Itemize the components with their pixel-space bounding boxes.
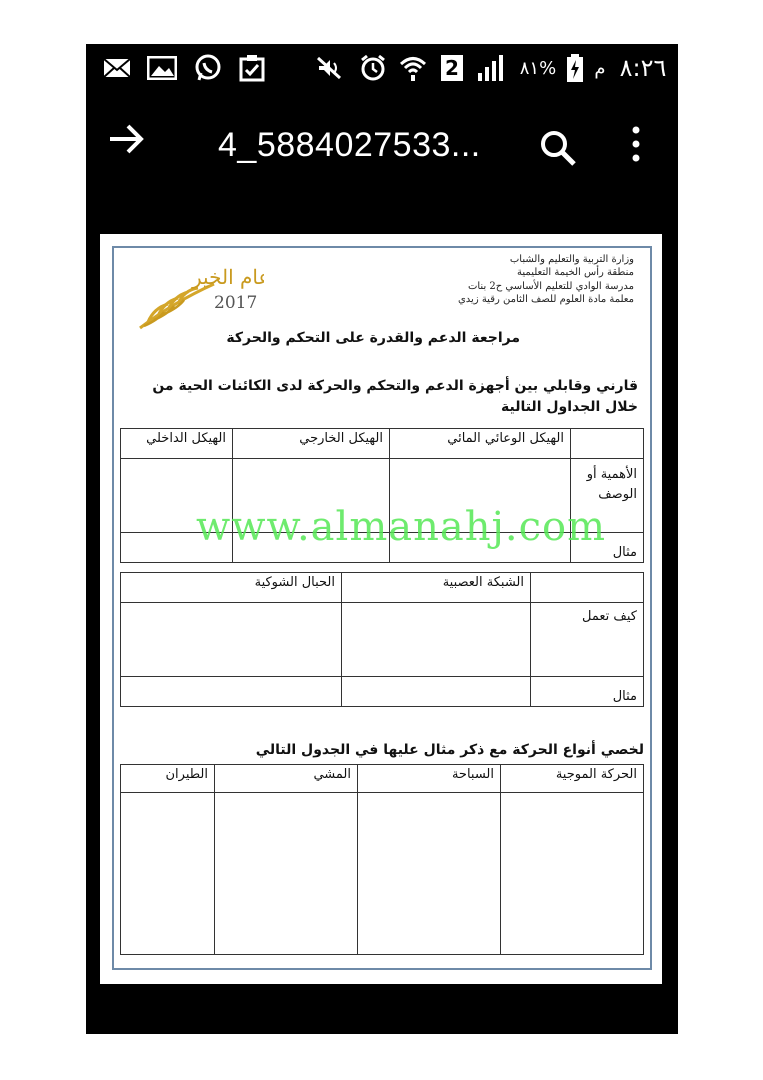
t1-header-endoskeleton: الهيكل الداخلي (121, 429, 233, 459)
t3-cell[interactable] (121, 793, 215, 955)
main-title: مراجعة الدعم والقدرة على التحكم والحركة (226, 330, 520, 346)
t2-header-spinal-cord: الحبال الشوكية (121, 573, 342, 603)
header-line-2: منطقة رأس الخيمة التعليمية (517, 267, 634, 278)
time-period: م (594, 57, 606, 79)
sim-icon (440, 54, 464, 82)
header-line-3: مدرسة الوادي للتعليم الأساسي ح2 بنات (467, 281, 634, 292)
signal-icon (474, 54, 508, 82)
t3-cell[interactable] (501, 793, 644, 955)
question-2: لخصي أنواع الحركة مع ذكر مثال عليها في الجدول التالي (255, 742, 644, 758)
t2-row-example: مثال (531, 677, 644, 707)
clipboard-icon (236, 54, 268, 82)
header-line-4: معلمة مادة العلوم للصف الثامن رقية زيدي (457, 294, 634, 305)
alarm-icon (358, 54, 388, 82)
document-title: 4_5884027533... (218, 126, 481, 164)
more-vert-icon[interactable] (626, 124, 646, 164)
mute-icon (314, 54, 344, 82)
t1-header-empty (571, 429, 644, 459)
app-toolbar (86, 92, 678, 192)
logo-year: 2017 (214, 293, 258, 313)
t2-cell[interactable] (342, 603, 531, 677)
t3-header-wave: الحركة الموجية (501, 765, 644, 793)
phone-screen (86, 44, 678, 1034)
t3-cell[interactable] (358, 793, 501, 955)
t3-header-swimming: السباحة (358, 765, 501, 793)
watermark: www.almanahj.com (196, 504, 607, 550)
battery-percent: ٨١% (519, 57, 557, 79)
t2-header-empty (531, 573, 644, 603)
search-icon[interactable] (538, 128, 578, 168)
page-border (112, 246, 652, 970)
image-icon (146, 54, 178, 82)
sim-number: 2 (441, 55, 463, 81)
t2-header-nerve-net: الشبكة العصبية (342, 573, 531, 603)
table-movement (120, 764, 644, 955)
table-nervous (120, 572, 644, 707)
battery-icon (564, 54, 586, 82)
whatsapp-icon (192, 54, 224, 82)
document-page[interactable] (100, 234, 662, 984)
wifi-icon (398, 54, 428, 82)
t2-cell[interactable] (121, 677, 342, 707)
header-line-1: وزارة التربية والتعليم والشباب (509, 254, 634, 265)
t3-header-walking: المشي (215, 765, 358, 793)
t3-header-flying: الطيران (121, 765, 215, 793)
clock: ٨:٢٦ (619, 54, 667, 82)
t1-row-example: مثال (571, 533, 644, 563)
t2-row-how: كيف تعمل (531, 603, 644, 677)
t1-row-importance: الأهمية أو الوصف (571, 459, 644, 533)
back-arrow-icon[interactable] (108, 122, 144, 165)
mail-icon (102, 54, 132, 82)
logo-script: عام الخير (192, 265, 264, 289)
t1-header-exoskeleton: الهيكل الخارجي (233, 429, 390, 459)
t2-cell[interactable] (342, 677, 531, 707)
t3-cell[interactable] (215, 793, 358, 955)
logo (134, 262, 264, 334)
question-1: قارني وقابلي بين أجهزة الدعم والتحكم والحركة لدى الكائنات الحية من خلال الجداول التالية (152, 378, 638, 415)
t1-header-hydrostatic: الهيكل الوعائي المائي (390, 429, 571, 459)
status-bar (86, 44, 678, 92)
t2-cell[interactable] (121, 603, 342, 677)
